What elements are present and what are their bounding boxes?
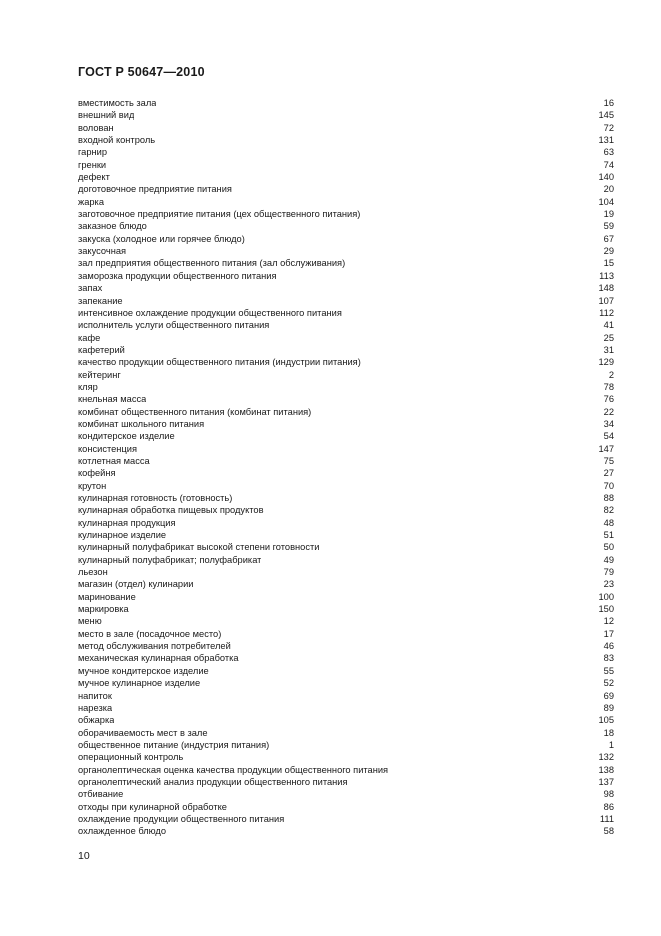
index-term: кофейня bbox=[78, 468, 116, 479]
index-page-ref: 1 bbox=[608, 739, 614, 750]
index-entry bbox=[78, 159, 614, 171]
index-entry bbox=[78, 220, 614, 232]
index-term: кнельная масса bbox=[78, 394, 147, 405]
index-entry bbox=[78, 615, 614, 627]
index-page-ref: 88 bbox=[603, 493, 614, 503]
index-page-ref: 59 bbox=[603, 221, 614, 232]
index-page-ref: 12 bbox=[603, 616, 614, 627]
index-term: мучное кулинарное изделие bbox=[78, 678, 201, 689]
index-term: волован bbox=[78, 122, 114, 133]
index-entry bbox=[78, 825, 614, 837]
index-page-ref: 111 bbox=[599, 813, 614, 824]
index-term: кейтеринг bbox=[78, 369, 121, 380]
index-page-ref: 16 bbox=[603, 98, 614, 108]
index-page-ref: 83 bbox=[603, 653, 614, 664]
index-entry bbox=[78, 171, 614, 183]
index-term: комбинат общественного питания (комбинат питания) bbox=[78, 406, 312, 417]
index-entry bbox=[78, 344, 614, 356]
index-term: маринование bbox=[78, 591, 136, 602]
index-entry bbox=[78, 529, 614, 541]
index-entry bbox=[78, 381, 614, 393]
index-term: заморозка продукции общественного питания bbox=[78, 270, 277, 281]
index-entry bbox=[78, 603, 614, 615]
index-term: отбивание bbox=[78, 789, 124, 800]
index-entry bbox=[78, 146, 614, 158]
index-term: метод обслуживания потребителей bbox=[78, 641, 231, 652]
index-page-ref: 76 bbox=[603, 394, 614, 405]
index-page-ref: 104 bbox=[598, 196, 614, 207]
index-term: кулинарная готовность (готовность) bbox=[78, 493, 233, 503]
index-entry bbox=[78, 690, 614, 702]
index-entry bbox=[78, 665, 614, 677]
index-page-ref: 22 bbox=[603, 406, 614, 417]
index-entry bbox=[78, 776, 614, 788]
index-page-ref: 107 bbox=[598, 295, 614, 306]
index-entry bbox=[78, 480, 614, 492]
index-page-ref: 82 bbox=[603, 505, 614, 516]
index-term: оборачиваемость мест в зале bbox=[78, 727, 208, 738]
index-page-ref: 69 bbox=[603, 690, 614, 701]
index-entry bbox=[78, 183, 614, 195]
index-page-ref: 27 bbox=[603, 468, 614, 479]
index-term: закуска (холодное или горячее блюдо) bbox=[78, 233, 245, 244]
index-term: заготовочное предприятие питания (цех общественного питания) bbox=[78, 209, 361, 220]
index-entry bbox=[78, 257, 614, 269]
index-entry bbox=[78, 504, 614, 516]
index-term: место в зале (посадочное место) bbox=[78, 628, 222, 639]
index-page-ref: 19 bbox=[603, 209, 614, 220]
index-page-ref: 137 bbox=[598, 776, 614, 787]
index-entry bbox=[78, 245, 614, 257]
index-term: доготовочное предприятие питания bbox=[78, 184, 232, 195]
alphabetical-index bbox=[78, 97, 614, 838]
index-entry bbox=[78, 467, 614, 479]
index-page-ref: 52 bbox=[603, 678, 614, 689]
index-entry bbox=[78, 591, 614, 603]
index-term: жарка bbox=[78, 196, 105, 207]
index-page-ref: 131 bbox=[598, 135, 614, 146]
index-page-ref: 25 bbox=[603, 332, 614, 343]
index-page-ref: 46 bbox=[603, 641, 614, 652]
index-term: крутон bbox=[78, 480, 107, 491]
index-term: вместимость зала bbox=[78, 98, 157, 108]
index-page-ref: 18 bbox=[603, 727, 614, 738]
index-page-ref: 78 bbox=[603, 381, 614, 392]
index-term: меню bbox=[78, 616, 102, 627]
index-page-ref: 147 bbox=[598, 443, 614, 454]
index-entry bbox=[78, 122, 614, 134]
index-page-ref: 31 bbox=[603, 344, 614, 355]
index-page-ref: 140 bbox=[598, 172, 614, 183]
page-number: 10 bbox=[78, 850, 90, 862]
index-page-ref: 48 bbox=[603, 517, 614, 528]
index-term: маркировка bbox=[78, 604, 129, 615]
index-term: льезон bbox=[78, 567, 108, 578]
index-page-ref: 129 bbox=[598, 357, 614, 368]
index-term: органолептическая оценка качества продукции общественного питания bbox=[78, 764, 389, 775]
index-entry bbox=[78, 443, 614, 455]
index-term: консистенция bbox=[78, 443, 137, 454]
index-page-ref: 112 bbox=[599, 307, 614, 318]
index-page-ref: 138 bbox=[598, 764, 614, 775]
index-entry bbox=[78, 369, 614, 381]
index-entry bbox=[78, 196, 614, 208]
index-entry bbox=[78, 714, 614, 726]
index-term: внешний вид bbox=[78, 110, 135, 121]
index-page-ref: 49 bbox=[603, 554, 614, 565]
index-entry bbox=[78, 677, 614, 689]
index-entry bbox=[78, 628, 614, 640]
index-term: кулинарная продукция bbox=[78, 517, 176, 528]
index-entry bbox=[78, 788, 614, 800]
index-term: кафе bbox=[78, 332, 101, 343]
index-term: дефект bbox=[78, 172, 110, 183]
index-term: охлажденное блюдо bbox=[78, 826, 167, 837]
index-page-ref: 54 bbox=[603, 431, 614, 442]
index-entry bbox=[78, 418, 614, 430]
index-page-ref: 58 bbox=[603, 826, 614, 837]
index-page-ref: 17 bbox=[603, 628, 614, 639]
index-term: гренки bbox=[78, 159, 107, 170]
index-entry bbox=[78, 208, 614, 220]
index-page-ref: 105 bbox=[598, 715, 614, 726]
index-term: кулинарный полуфабрикат; полуфабрикат bbox=[78, 554, 262, 565]
index-term: охлаждение продукции общественного питания bbox=[78, 813, 285, 824]
index-page-ref: 79 bbox=[603, 567, 614, 578]
index-entry bbox=[78, 727, 614, 739]
index-entry bbox=[78, 764, 614, 776]
index-term: общественное питание (индустрия питания) bbox=[78, 739, 270, 750]
index-entry bbox=[78, 554, 614, 566]
index-page-ref: 29 bbox=[603, 246, 614, 257]
index-entry bbox=[78, 652, 614, 664]
index-page-ref: 23 bbox=[603, 579, 614, 590]
index-entry bbox=[78, 492, 614, 504]
index-entry bbox=[78, 282, 614, 294]
index-term: комбинат школьного питания bbox=[78, 418, 205, 429]
index-entry bbox=[78, 517, 614, 529]
index-page-ref: 98 bbox=[603, 789, 614, 800]
index-term: запекание bbox=[78, 295, 123, 306]
index-term: гарнир bbox=[78, 147, 108, 158]
index-entry bbox=[78, 109, 614, 121]
index-term: качество продукции общественного питания (индустрии питания) bbox=[78, 357, 361, 368]
index-entry bbox=[78, 702, 614, 714]
index-page-ref: 72 bbox=[603, 122, 614, 133]
index-entry bbox=[78, 430, 614, 442]
index-page-ref: 51 bbox=[603, 530, 614, 541]
index-entry bbox=[78, 566, 614, 578]
index-term: интенсивное охлаждение продукции общественного питания bbox=[78, 307, 342, 318]
index-page-ref: 20 bbox=[603, 184, 614, 195]
index-page-ref: 34 bbox=[603, 418, 614, 429]
index-page-ref: 148 bbox=[598, 283, 614, 294]
index-term: нарезка bbox=[78, 702, 113, 713]
index-term: механическая кулинарная обработка bbox=[78, 653, 239, 664]
index-page-ref: 41 bbox=[603, 320, 614, 331]
index-entry bbox=[78, 739, 614, 751]
index-entry bbox=[78, 455, 614, 467]
index-entry bbox=[78, 640, 614, 652]
index-entry bbox=[78, 393, 614, 405]
index-page-ref: 50 bbox=[603, 542, 614, 553]
index-term: обжарка bbox=[78, 715, 115, 726]
index-page-ref: 55 bbox=[603, 665, 614, 676]
index-entry bbox=[78, 270, 614, 282]
index-term: входной контроль bbox=[78, 135, 156, 146]
index-entry bbox=[78, 319, 614, 331]
index-page-ref: 89 bbox=[603, 702, 614, 713]
index-term: напиток bbox=[78, 690, 112, 701]
document-header: ГОСТ Р 50647—2010 bbox=[78, 65, 205, 79]
index-term: исполнитель услуги общественного питания bbox=[78, 320, 270, 331]
index-entry bbox=[78, 801, 614, 813]
index-term: зал предприятия общественного питания (зал обслуживания) bbox=[78, 258, 346, 269]
index-entry bbox=[78, 332, 614, 344]
index-term: кляр bbox=[78, 381, 98, 392]
index-term: кулинарная обработка пищевых продуктов bbox=[78, 505, 264, 516]
index-entry bbox=[78, 97, 614, 109]
index-page-ref: 63 bbox=[603, 147, 614, 158]
index-page-ref: 67 bbox=[603, 233, 614, 244]
index-page-ref: 113 bbox=[599, 270, 614, 281]
index-page-ref: 74 bbox=[603, 159, 614, 170]
index-term: магазин (отдел) кулинарии bbox=[78, 579, 194, 590]
index-entry bbox=[78, 233, 614, 245]
index-term: запах bbox=[78, 283, 103, 294]
index-page-ref: 150 bbox=[598, 604, 614, 615]
index-term: кулинарный полуфабрикат высокой степени готовности bbox=[78, 542, 320, 553]
index-page-ref: 70 bbox=[603, 480, 614, 491]
index-term: котлетная масса bbox=[78, 455, 150, 466]
index-page-ref: 145 bbox=[598, 110, 614, 121]
index-term: органолептический анализ продукции общественного питания bbox=[78, 776, 348, 787]
index-entry bbox=[78, 134, 614, 146]
index-page-ref: 15 bbox=[603, 258, 614, 269]
index-term: кулинарное изделие bbox=[78, 530, 167, 541]
index-entry bbox=[78, 578, 614, 590]
index-term: кафетерий bbox=[78, 344, 125, 355]
index-page-ref: 132 bbox=[598, 752, 614, 763]
index-page-ref: 86 bbox=[603, 801, 614, 812]
index-entry bbox=[78, 307, 614, 319]
index-term: заказное блюдо bbox=[78, 221, 147, 232]
index-term: кондитерское изделие bbox=[78, 431, 175, 442]
index-page-ref: 75 bbox=[603, 455, 614, 466]
index-term: отходы при кулинарной обработке bbox=[78, 801, 227, 812]
index-page-ref: 100 bbox=[598, 591, 614, 602]
index-page-ref: 2 bbox=[608, 369, 614, 380]
index-entry bbox=[78, 541, 614, 553]
index-term: операционный контроль bbox=[78, 752, 184, 763]
index-entry bbox=[78, 406, 614, 418]
index-term: закусочная bbox=[78, 246, 127, 257]
index-entry bbox=[78, 356, 614, 368]
index-entry bbox=[78, 751, 614, 763]
index-term: мучное кондитерское изделие bbox=[78, 665, 209, 676]
index-entry bbox=[78, 295, 614, 307]
index-entry bbox=[78, 813, 614, 825]
